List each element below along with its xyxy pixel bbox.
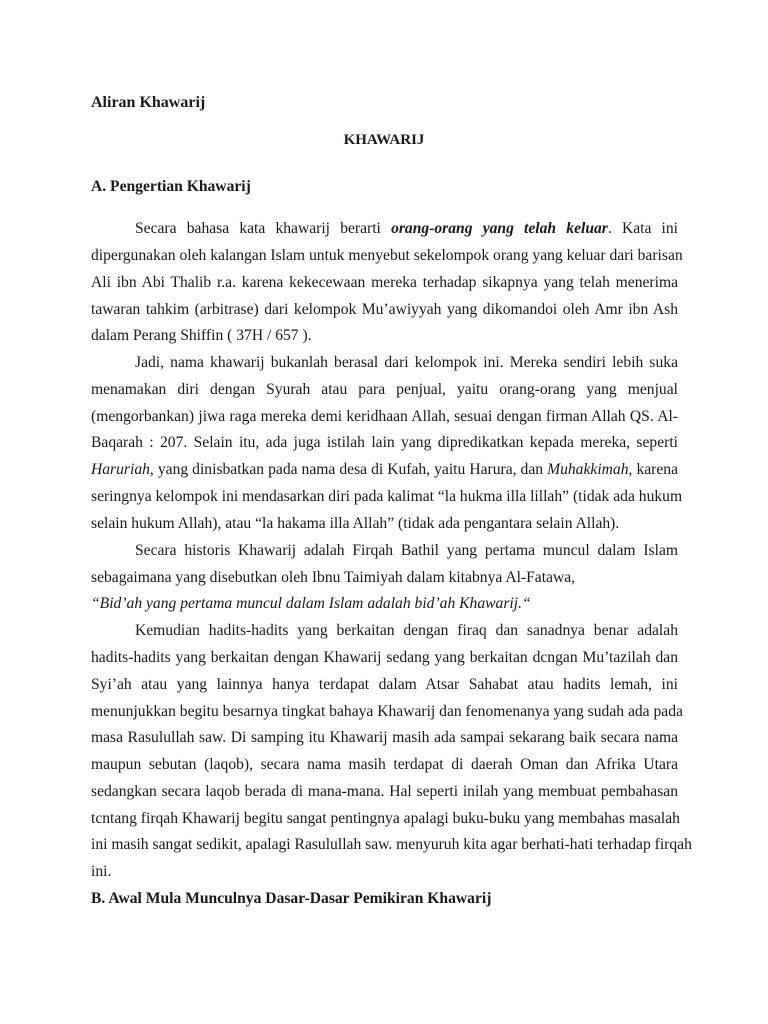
- paragraph-line: sedangkan secara laqob berada di mana-mana. Hal seperti inilah yang membuat pembahasan: [91, 783, 678, 800]
- paragraph-line: dipergunakan oleh kalangan Islam untuk menyebut sekelompok orang yang keluar dari barisan: [91, 247, 683, 264]
- paragraph-line: dalam Perang Shiffin ( 37H / 657 ).: [91, 327, 312, 344]
- section-heading-a: A. Pengertian Khawarij: [91, 178, 251, 195]
- paragraph-line: (mengorbankan) jiwa raga mereka demi keridhaan Allah, sesuai dengan firman Allah QS. Al-: [91, 408, 678, 425]
- paragraph-line: menamakan diri dengan Syurah atau para penjual, yaitu orang-orang yang menjual: [91, 381, 678, 398]
- paragraph-line: menunjukkan begitu besarnya tingkat bahaya Khawarij dan fenomenanya yang sudah ada pada: [91, 703, 683, 720]
- italic-term: Muhakkimah: [547, 461, 629, 478]
- text-span: Secara bahasa kata khawarij berarti: [135, 220, 392, 237]
- paragraph-line: seringnya kelompok ini mendasarkan diri pada kalimat “la hukma illa lillah” (tidak ada hukum: [91, 488, 683, 505]
- paragraph-line: selain hukum Allah), atau “la hakama illa Allah” (tidak ada pengantara selain Allah).: [91, 515, 620, 532]
- paragraph-line: hadits-hadits yang berkaitan dengan Khawarij sedang yang berkaitan dcngan Mu’tazilah dan: [91, 649, 678, 666]
- paragraph-line: Jadi, nama khawarij bukanlah berasal dari kelompok ini. Mereka sendiri lebih suka: [135, 354, 678, 371]
- paragraph-line: sebagaimana yang disebutkan oleh Ibnu Taimiyah dalam kitabnya Al-Fatawa,: [91, 569, 576, 586]
- text-span: , yang dinisbatkan pada nama desa di Kufah, yaitu Harura, dan: [149, 461, 548, 478]
- center-title: KHAWARIJ: [343, 132, 425, 148]
- text-span: . Kata ini: [607, 220, 679, 237]
- quote-text: “Bid’ah yang pertama muncul dalam Islam adalah bid’ah Khawarij.“: [91, 595, 531, 612]
- paragraph-line: Baqarah : 207. Selain itu, ada juga istilah lain yang dipredikatkan kepada mereka, seperti: [91, 434, 678, 451]
- paragraph-line: Kemudian hadits-hadits yang berkaitan dengan firaq dan sanadnya benar adalah: [135, 622, 678, 639]
- paragraph-line: maupun sebutan (laqob), secara nama masih terdapat di daerah Oman dan Afrika Utara: [91, 756, 678, 773]
- document-title: Aliran Khawarij: [91, 94, 206, 111]
- italic-term: Haruriah: [91, 461, 150, 478]
- paragraph-line: [91, 460, 678, 480]
- paragraph-line: Syi’ah atau yang lainnya hanya terdapat dalam Atsar Sahabat atau hadits lemah, ini: [91, 676, 678, 693]
- emphasis-text: orang-orang yang telah keluar: [391, 220, 608, 237]
- paragraph-line: Secara historis Khawarij adalah Firqah Bathil yang pertama muncul dalam Islam: [135, 542, 678, 559]
- section-heading-b: B. Awal Mula Munculnya Dasar-Dasar Pemikiran Khawarij: [91, 890, 492, 907]
- paragraph-line: Ali ibn Abi Thalib r.a. karena kekecewaan mereka terhadap sikapnya yang telah menerima: [91, 274, 678, 291]
- paragraph-line: masa Rasulullah saw. Di samping itu Khawarij masih ada sampai sekarang baik secara nama: [91, 729, 678, 746]
- paragraph-line: [135, 219, 678, 239]
- text-span: , karena: [628, 461, 678, 478]
- paragraph-line: ini masih sangat sedikit, apalagi Rasulullah saw. menyuruh kita agar berhati-hati terhadap firqah: [91, 836, 692, 853]
- paragraph-line: ini.: [91, 863, 112, 880]
- paragraph-line: tcntang firqah Khawarij begitu sangat pentingnya apalagi buku-buku yang membahas masalah: [91, 810, 680, 827]
- paragraph-line: tawaran tahkim (arbitrase) dari kelompok Mu’awiyyah yang dikomandoi oleh Amr ibn Ash: [91, 301, 678, 318]
